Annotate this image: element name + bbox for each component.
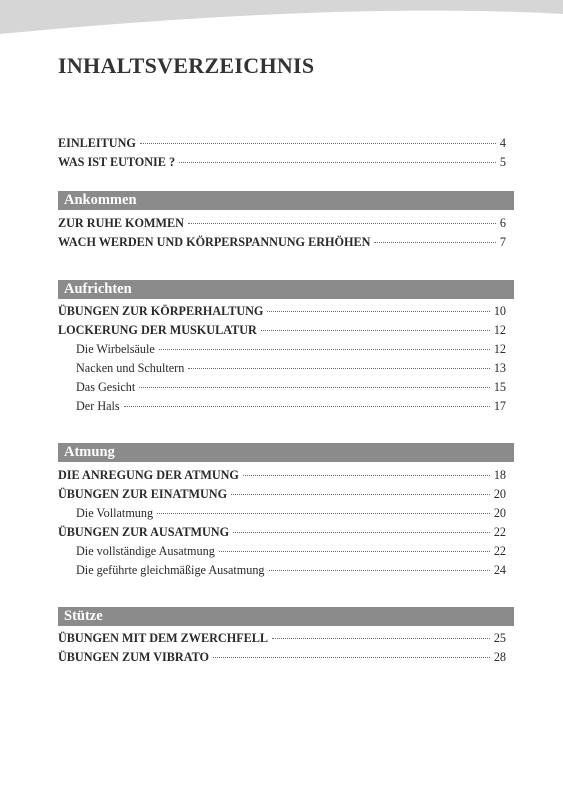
toc-entry[interactable] [58, 631, 506, 650]
toc-subentry[interactable] [76, 544, 506, 563]
section-header-ankommen [58, 191, 514, 210]
toc-entry-title: EINLEITUNG [58, 136, 136, 150]
toc-entry-page: 25 [493, 631, 506, 645]
toc-entry-title: Die geführte gleichmäßige Ausatmung [76, 563, 265, 577]
section-title: Ankommen [64, 192, 137, 208]
toc-entry-page: 22 [493, 525, 506, 539]
toc-entry-title: Die Vollatmung [76, 506, 154, 520]
section-header-stuetze [58, 607, 514, 626]
toc-entry-page: 28 [493, 650, 506, 664]
toc-entry-title: ÜBUNGEN MIT DEM ZWERCHFELL [58, 631, 269, 645]
toc-entry[interactable] [58, 468, 506, 487]
section-title: Aufrichten [64, 281, 132, 297]
dot-leader [159, 349, 490, 350]
toc-subentry[interactable] [76, 361, 506, 380]
toc-entry-page: 5 [499, 155, 506, 169]
toc-entry[interactable] [58, 525, 506, 544]
toc-subentry[interactable] [76, 563, 506, 582]
section-header-atmung [58, 443, 514, 462]
section-title: Atmung [64, 444, 115, 460]
toc-subentry[interactable] [76, 380, 506, 399]
toc-entry-page: 24 [493, 563, 506, 577]
dot-leader [272, 638, 490, 639]
toc-entry-title: Der Hals [76, 399, 120, 413]
section-header-aufrichten [58, 280, 514, 299]
toc-entry-einleitung[interactable] [58, 136, 506, 155]
toc-entry[interactable] [58, 216, 506, 235]
toc-entry-page: 15 [493, 380, 506, 394]
section-title: Stütze [64, 608, 103, 624]
toc-entry-title: ÜBUNGEN ZUR EINATMUNG [58, 487, 228, 501]
toc-subentry[interactable] [76, 342, 506, 361]
dot-leader [179, 162, 496, 163]
toc-entry[interactable] [58, 304, 506, 323]
toc-entry[interactable] [58, 323, 506, 342]
page-title: INHALTSVERZEICHNIS [58, 53, 315, 78]
toc-subentry[interactable] [76, 506, 506, 525]
dot-leader [188, 368, 490, 369]
dot-leader [267, 311, 489, 312]
dot-leader [140, 143, 496, 144]
toc-entry-was-ist-eutonie[interactable] [58, 155, 506, 174]
dot-leader [139, 387, 490, 388]
dot-leader [157, 513, 490, 514]
toc-entry-page: 10 [493, 304, 506, 318]
toc-entry-title: Die Wirbelsäule [76, 342, 155, 356]
toc-entry-page: 6 [499, 216, 506, 230]
toc-entry-page: 20 [493, 506, 506, 520]
toc-entry-page: 12 [493, 323, 506, 337]
toc-entry-page: 17 [493, 399, 506, 413]
dot-leader [124, 406, 490, 407]
toc-entry-page: 7 [499, 235, 506, 249]
dot-leader [188, 223, 496, 224]
toc-entry-title: ZUR RUHE KOMMEN [58, 216, 184, 230]
toc-entry-title: DIE ANREGUNG DER ATMUNG [58, 468, 239, 482]
dot-leader [269, 570, 490, 571]
toc-entry-page: 20 [493, 487, 506, 501]
toc-entry-page: 22 [493, 544, 506, 558]
toc-entry[interactable] [58, 235, 506, 254]
toc-entry[interactable] [58, 650, 506, 669]
toc-entry-title: ÜBUNGEN ZUR KÖRPERHALTUNG [58, 304, 264, 318]
toc-entry-title: Die vollständige Ausatmung [76, 544, 215, 558]
toc-entry-title: Nacken und Schultern [76, 361, 185, 375]
toc-entry-title: ÜBUNGEN ZUM VIBRATO [58, 650, 210, 664]
toc-entry-page: 18 [493, 468, 506, 482]
toc-entry-page: 13 [493, 361, 506, 375]
dot-leader [243, 475, 490, 476]
dot-leader [374, 242, 496, 243]
toc-entry-title: ÜBUNGEN ZUR AUSATMUNG [58, 525, 230, 539]
toc-entry-page: 4 [499, 136, 506, 150]
toc-entry-page: 12 [493, 342, 506, 356]
toc-entry-title: WACH WERDEN UND KÖRPERSPANNUNG ERHÖHEN [58, 235, 371, 249]
dot-leader [231, 494, 490, 495]
toc-entry-title: LOCKERUNG DER MUSKULATUR [58, 323, 257, 337]
dot-leader [233, 532, 490, 533]
toc-entry[interactable] [58, 487, 506, 506]
dot-leader [213, 657, 490, 658]
toc-entry-title: Das Gesicht [76, 380, 136, 394]
page-top-band [0, 0, 563, 40]
dot-leader [261, 330, 490, 331]
dot-leader [219, 551, 490, 552]
toc-subentry[interactable] [76, 399, 506, 418]
toc-entry-title: WAS IST EUTONIE ? [58, 155, 176, 169]
